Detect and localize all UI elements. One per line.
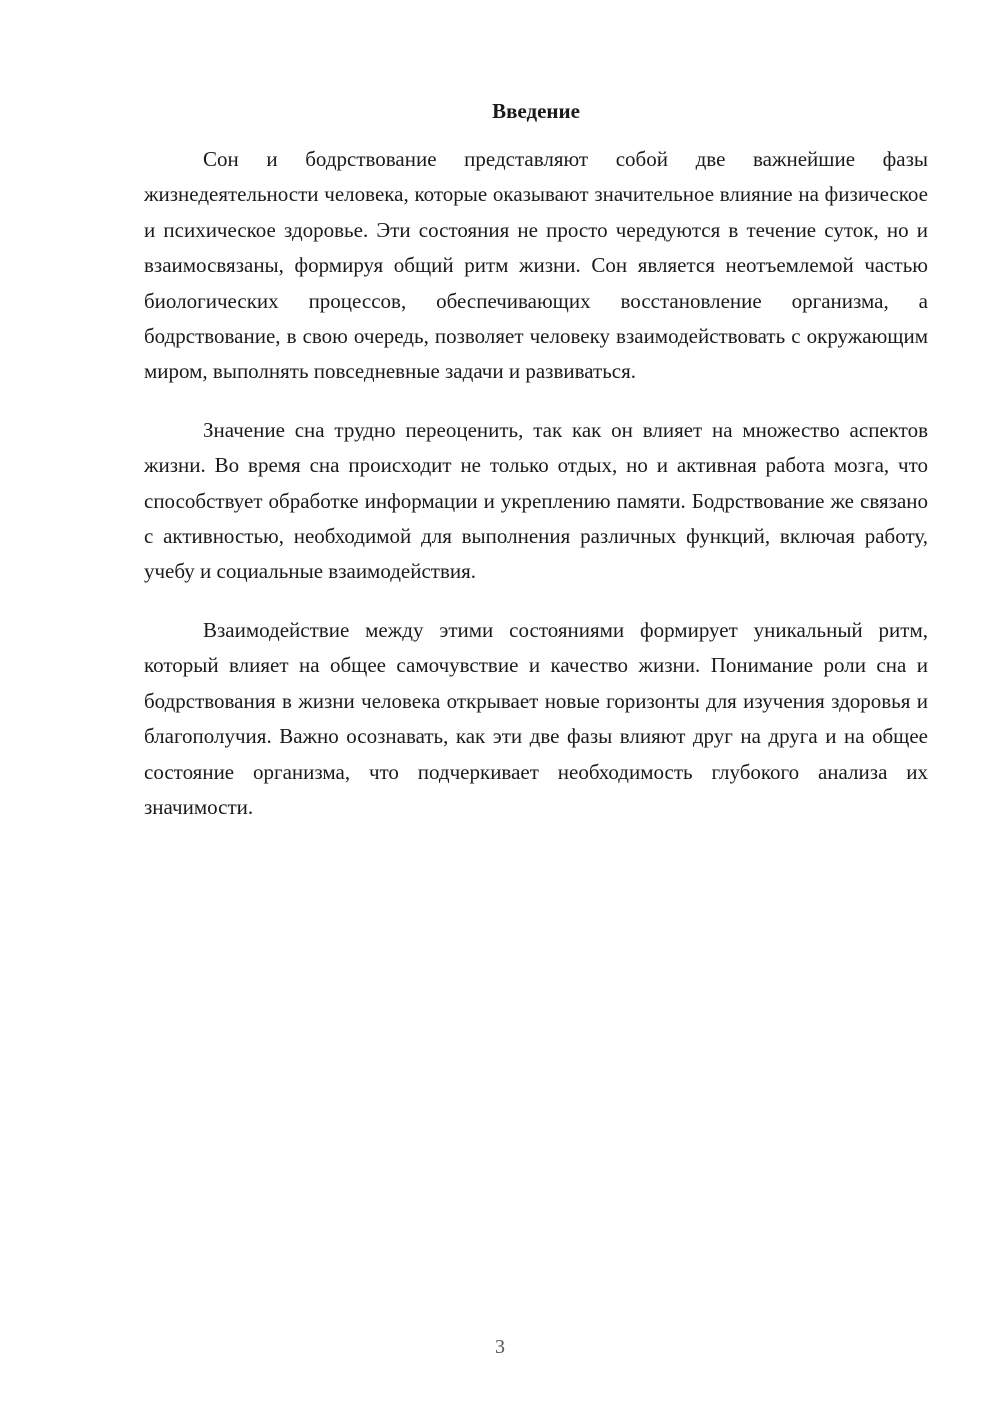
- paragraph-2: Значение сна трудно переоценить, так как он влияет на множество аспектов жизни. Во время сна происходит не только отдых, но и активная работа мозга, что способствует обработке информации и укреплению памяти. Бодрствование же связано с активностью, необходимой для выполнения различных функций, включая работу, учебу и социальные взаимодействия.: [144, 417, 928, 584]
- body-text: [144, 142, 928, 848]
- paragraph-3: Взаимодействие между этими состояниями формирует уникальный ритм, который влияет на общее самочувствие и качество жизни. Понимание роли сна и бодрствования в жизни человека открывает новые горизонты для изучения здоровья и благополучия. Важно осознавать, как эти две фазы влияют друг на друга и на общее состояние организма, что подчеркивает необходимость глубокого анализа их значимости.: [144, 617, 928, 819]
- paragraph-1: Сон и бодрствование представляют собой две важнейшие фазы жизнедеятельности человека, которые оказывают значительное влияние на физическое и психическое здоровье. Эти состояния не просто чередуются в течение суток, но и взаимосвязаны, формируя общий ритм жизни. Сон является неотъемлемой частью биологических процессов, обеспечивающих восстановление организма, а бодрствование, в свою очередь, позволяет человеку взаимодействовать с окружающим миром, выполнять повседневные задачи и развиваться.: [144, 147, 928, 384]
- section-heading: Введение: [492, 99, 580, 123]
- page-number: 3: [495, 1336, 505, 1358]
